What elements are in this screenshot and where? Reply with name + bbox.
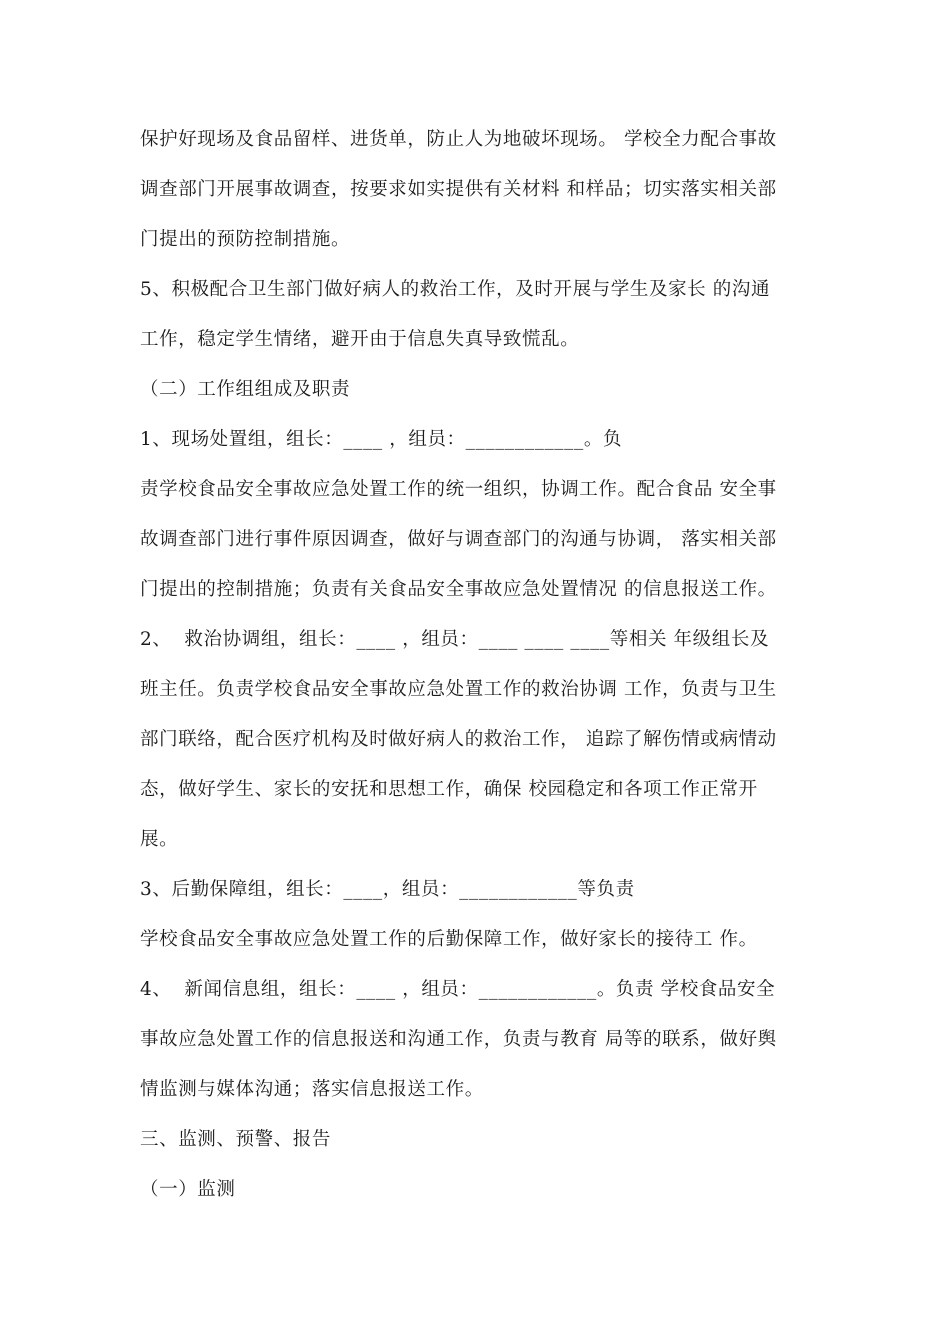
text-line: 部门联络，配合医疗机构及时做好病人的救治工作， 追踪了解伤情或病情动: [140, 729, 777, 750]
section-heading: 三、监测、预警、报告: [140, 1129, 332, 1150]
text-line: 责学校食品安全事故应急处置工作的统一组织，协调工作。配合食品 安全事: [140, 479, 777, 500]
text-line: 4、 新闻信息组，组长：____ ，组员：____________。负责 学校食品安全: [140, 979, 776, 1000]
text-line: 班主任。负责学校食品安全事故应急处置工作的救治协调 工作，负责与卫生: [140, 679, 777, 700]
section-heading: （二）工作组组成及职责: [140, 379, 351, 400]
text-line: 故调查部门进行事件原因调查，做好与调查部门的沟通与协调， 落实相关部: [140, 529, 777, 550]
text-line: 5、积极配合卫生部门做好病人的救治工作，及时开展与学生及家长 的沟通: [140, 279, 771, 300]
text-line: 门提出的控制措施；负责有关食品安全事故应急处置情况 的信息报送工作。: [140, 579, 777, 600]
text-line: 2、 救治协调组，组长：____ ，组员：____ ____ ____等相关 年级组长及: [140, 629, 770, 650]
text-line: 1、现场处置组，组长：____ ，组员：____________。负: [140, 429, 623, 450]
text-line: 情监测与媒体沟通；落实信息报送工作。: [140, 1079, 484, 1100]
text-line: 态，做好学生、家长的安抚和思想工作，确保 校园稳定和各项工作正常开: [140, 779, 758, 800]
text-line: 门提出的预防控制措施。: [140, 229, 351, 250]
subsection-heading: （一）监测: [140, 1179, 236, 1200]
text-line: 保护好现场及食品留样、进货单，防止人为地破坏现场。 学校全力配合事故: [140, 129, 777, 150]
text-line: 展。: [140, 829, 179, 850]
text-line: 事故应急处置工作的信息报送和沟通工作，负责与教育 局等的联系，做好舆: [140, 1029, 777, 1050]
text-line: 学校食品安全事故应急处置工作的后勤保障工作，做好家长的接待工 作。: [140, 929, 758, 950]
text-line: 调查部门开展事故调查，按要求如实提供有关材料 和样品；切实落实相关部: [140, 179, 777, 200]
text-line: 工作，稳定学生情绪，避开由于信息失真导致慌乱。: [140, 329, 580, 350]
text-line: 3、后勤保障组，组长：____，组员：____________等负责: [140, 879, 635, 900]
